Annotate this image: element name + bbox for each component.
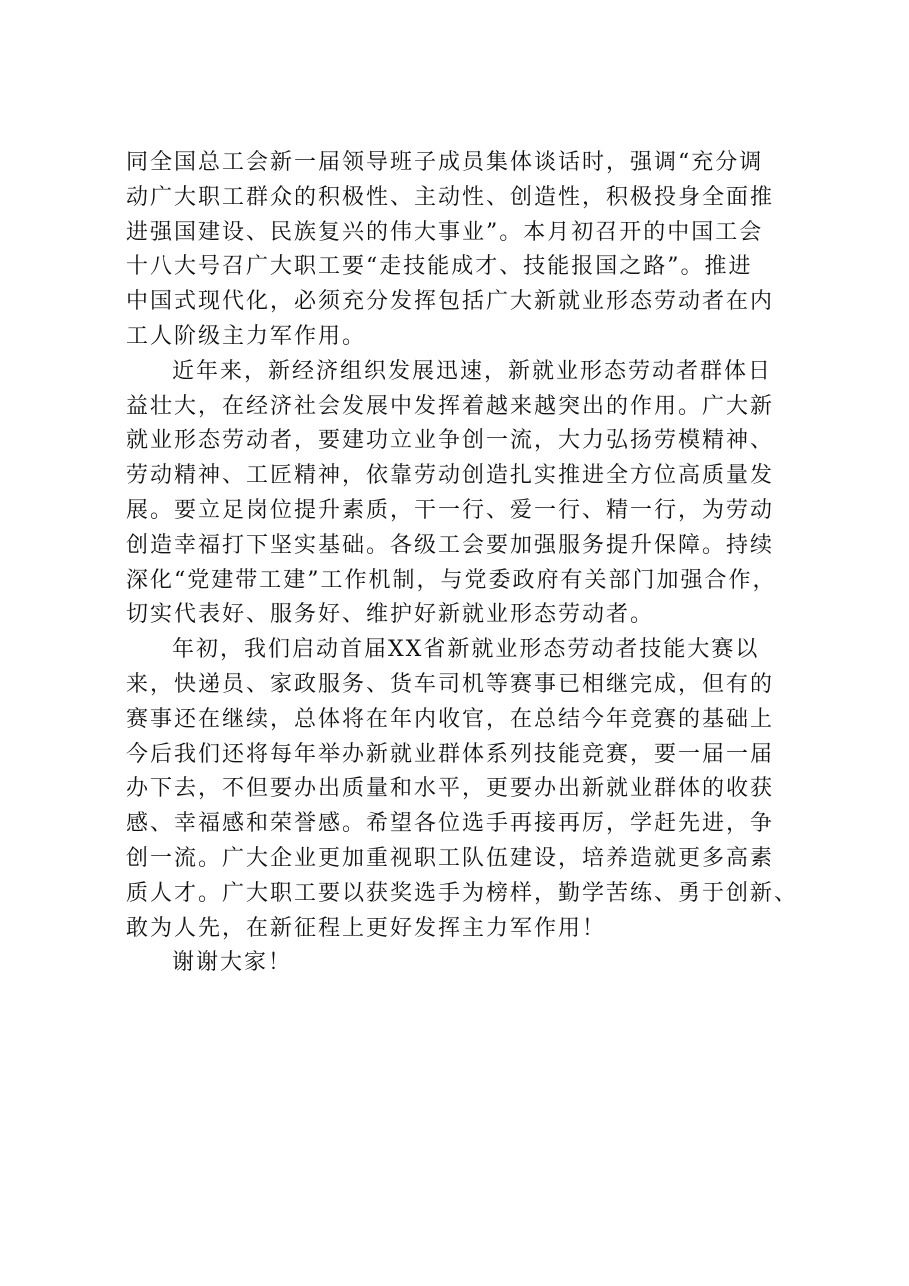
text-line: 今后我们还将每年举办新就业群体系列技能竞赛，要一届一届 <box>126 741 775 767</box>
text-line: 益壮大，在经济社会发展中发挥着越来越突出的作用。广大新 <box>126 393 775 419</box>
text-line: 十八大号召广大职工要“走技能成才、技能报国之路”。推进 <box>126 254 753 280</box>
text-line: 创造幸福打下坚实基础。各级工会要加强服务提升保障。持续 <box>126 532 775 558</box>
text-line: 感、幸福感和荣誉感。希望各位选手再接再厉，学赶先进，争 <box>126 811 775 837</box>
text-line: 敢为人先，在新征程上更好发挥主力军作用！ <box>126 915 607 941</box>
text-line: 质人才。广大职工要以获奖选手为榜样，勤学苦练、勇于创新、 <box>126 880 799 906</box>
paragraph <box>126 355 816 633</box>
paragraph <box>126 946 816 981</box>
text-line: 切实代表好、服务好、维护好新就业形态劳动者。 <box>126 602 655 628</box>
text-line: 来，快递员、家政服务、货车司机等赛事已相继完成，但有的 <box>126 671 775 697</box>
text-line: 劳动精神、工匠精神，依靠劳动创造扎实推进全方位高质量发 <box>126 463 775 489</box>
text-line: 展。要立足岗位提升素质，干一行、爱一行、精一行，为劳动 <box>126 497 775 523</box>
text-line: 办下去，不但要办出质量和水平，更要办出新就业群体的收获 <box>126 776 775 802</box>
text-line: 同全国总工会新一届领导班子成员集体谈话时，强调“充分调 <box>126 150 764 175</box>
text-line: 中国式现代化，必须充分发挥包括广大新就业形态劳动者在内 <box>126 289 775 315</box>
text-line: 动广大职工群众的积极性、主动性、创造性，积极投身全面推 <box>126 184 775 210</box>
text-line: 就业形态劳动者，要建功立业争创一流，大力弘扬劳模精神、 <box>126 428 775 454</box>
text-line: 赛事还在继续，总体将在年内收官，在总结今年竞赛的基础上 <box>126 706 775 732</box>
text-line: 深化“党建带工建”工作机制，与党委政府有关部门加强合作， <box>126 567 777 593</box>
text-line: 年初，我们启动首届XX省新就业形态劳动者技能大赛以 <box>172 637 760 663</box>
text-line: 谢谢大家！ <box>172 950 293 976</box>
text-line: 进强国建设、民族复兴的伟大事业”。本月初召开的中国工会 <box>126 219 764 245</box>
paragraph <box>126 146 816 355</box>
text-line: 创一流。广大企业更加重视职工队伍建设，培养造就更多高素 <box>126 845 775 871</box>
text-line: 工人阶级主力军作用。 <box>126 323 367 349</box>
text-line: 近年来，新经济组织发展迅速，新就业形态劳动者群体日 <box>172 358 773 384</box>
document-body <box>126 146 816 981</box>
paragraph <box>126 633 816 946</box>
